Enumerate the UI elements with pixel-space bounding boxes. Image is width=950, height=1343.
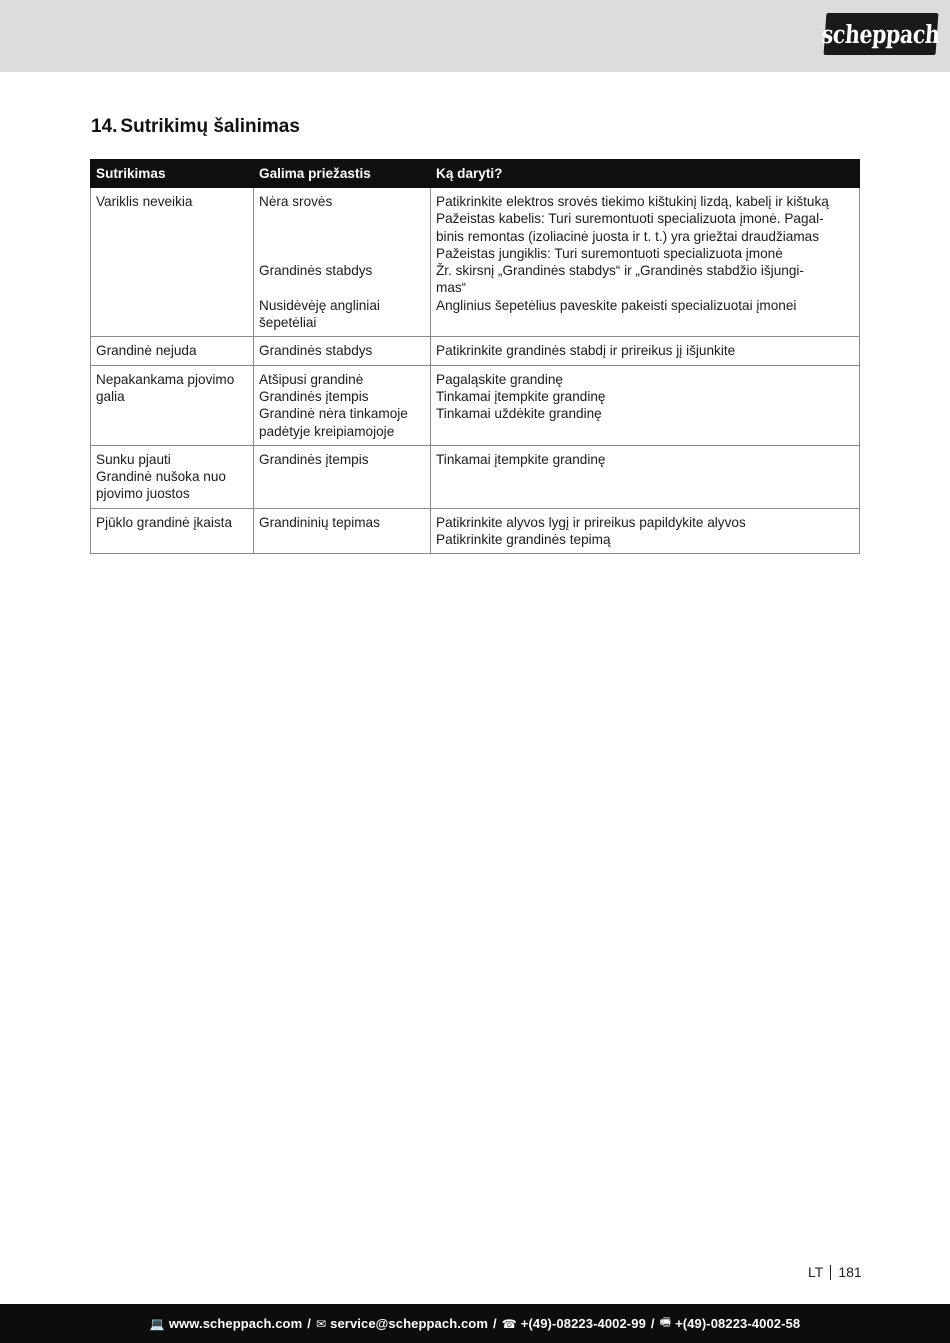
action-text: Tinkamai įtempkite grandinę xyxy=(436,451,606,467)
envelope-icon: ✉ xyxy=(315,1316,327,1331)
action-text: Anglinius šepetėlius paveskite pakeisti specializuotai įmonei xyxy=(436,297,797,313)
action-text: binis remontas (izoliacinė juosta ir t. t.) yra griežtai draudžiamas xyxy=(436,228,820,244)
phone-number: +(49)-08223-4002-99 xyxy=(520,1316,646,1331)
action-text: mas“ xyxy=(436,280,467,296)
column-header-cause: Galima priežastis xyxy=(254,160,431,188)
fault-text: Nepakankama pjovimo xyxy=(96,371,235,387)
footer-separator: / xyxy=(307,1316,311,1331)
cause-cell xyxy=(254,337,431,365)
footer-separator: / xyxy=(492,1316,497,1331)
fault-text: Pjūklo grandinė įkaista xyxy=(96,514,233,530)
website-link[interactable]: www.scheppach.com xyxy=(168,1316,303,1331)
fault-text: Grandinė nejuda xyxy=(96,343,197,359)
fault-text: Sunku pjauti xyxy=(96,451,171,467)
brand-logo-text: scheppach xyxy=(821,19,941,49)
table-row xyxy=(91,188,860,337)
section-title xyxy=(91,116,300,138)
table-row xyxy=(91,508,860,554)
action-cell xyxy=(431,337,860,365)
cause-cell xyxy=(254,445,431,508)
column-header-fault: Sutrikimas xyxy=(91,160,254,188)
cause-text: Grandininių tepimas xyxy=(259,514,380,530)
troubleshooting-table xyxy=(90,159,860,554)
fault-cell xyxy=(91,365,254,445)
section-title-text: Sutrikimų šalinimas xyxy=(120,116,300,137)
computer-icon: 💻 xyxy=(149,1316,165,1331)
fault-cell xyxy=(91,337,254,365)
action-text: Žr. skirsnį „Grandinės stabdys“ ir „Grandinės stabdžio išjungi- xyxy=(436,263,804,279)
column-header-action: Ką daryti? xyxy=(431,160,860,188)
action-cell xyxy=(431,508,860,554)
header-band xyxy=(0,0,950,72)
cause-text: Grandinė nėra tinkamoje xyxy=(259,406,408,422)
page-number: 181 xyxy=(838,1264,862,1280)
fault-cell xyxy=(91,508,254,554)
footer-separator: / xyxy=(650,1316,655,1331)
action-text: Patikrinkite alyvos lygį ir prireikus papildykite alyvos xyxy=(436,514,746,530)
telephone-icon: ☎ xyxy=(501,1316,517,1331)
cause-text: Grandinės įtempis xyxy=(259,451,369,467)
brand-logo xyxy=(821,13,941,55)
action-cell xyxy=(431,188,860,337)
fault-text: Grandinė nušoka nuo xyxy=(96,469,226,485)
cause-cell xyxy=(254,508,431,554)
action-text: Patikrinkite grandinės tepimą xyxy=(436,532,611,548)
fax-icon: 🖷 xyxy=(659,1315,672,1329)
table-header-row xyxy=(91,160,860,188)
cause-text: Atšipusi grandinė xyxy=(259,371,364,387)
cause-text: Grandinės stabdys xyxy=(259,343,373,359)
cause-cell xyxy=(254,188,431,337)
table-row xyxy=(91,445,860,508)
cause-text: Nėra srovės xyxy=(259,194,333,209)
action-text: Patikrinkite grandinės stabdį ir prireikus jį išjunkite xyxy=(436,343,736,359)
fault-text: galia xyxy=(96,388,125,404)
action-text: Pažeistas kabelis: Turi suremontuoti specializuota įmonė. Pagal- xyxy=(436,211,824,227)
action-text: Tinkamai įtempkite grandinę xyxy=(436,388,606,404)
action-cell xyxy=(431,445,860,508)
action-text: Pažeistas jungiklis: Turi suremontuoti specializuota įmonė xyxy=(436,245,783,261)
email-link[interactable]: service@scheppach.com xyxy=(330,1316,488,1331)
cause-cell xyxy=(254,365,431,445)
section-number: 14. xyxy=(91,116,118,137)
fault-cell xyxy=(91,445,254,508)
action-text: Patikrinkite elektros srovės tiekimo kištukinį lizdą, kabelį ir kištuką xyxy=(436,194,829,209)
cause-text: padėtyje kreipiamojoje xyxy=(259,423,395,439)
action-text: Tinkamai uždėkite grandinę xyxy=(436,406,602,422)
cause-text: Nusidėvėję angliniai xyxy=(259,297,380,313)
cause-text: Grandinės įtempis xyxy=(259,388,369,404)
action-cell xyxy=(431,365,860,445)
table-row xyxy=(91,365,860,445)
contact-footer xyxy=(0,1304,950,1343)
page-separator xyxy=(830,1265,831,1280)
fault-text: Variklis neveikia xyxy=(96,194,193,209)
cause-text: Grandinės stabdys xyxy=(259,263,373,279)
action-text: Pagaląskite grandinę xyxy=(436,371,563,387)
fault-text: pjovimo juostos xyxy=(96,486,190,502)
fault-cell xyxy=(91,188,254,337)
table-row xyxy=(91,337,860,365)
language-code: LT xyxy=(808,1264,824,1280)
page-indicator xyxy=(808,1264,862,1280)
fax-number: +(49)-08223-4002-58 xyxy=(675,1316,801,1331)
cause-text: šepetėliai xyxy=(259,315,317,331)
